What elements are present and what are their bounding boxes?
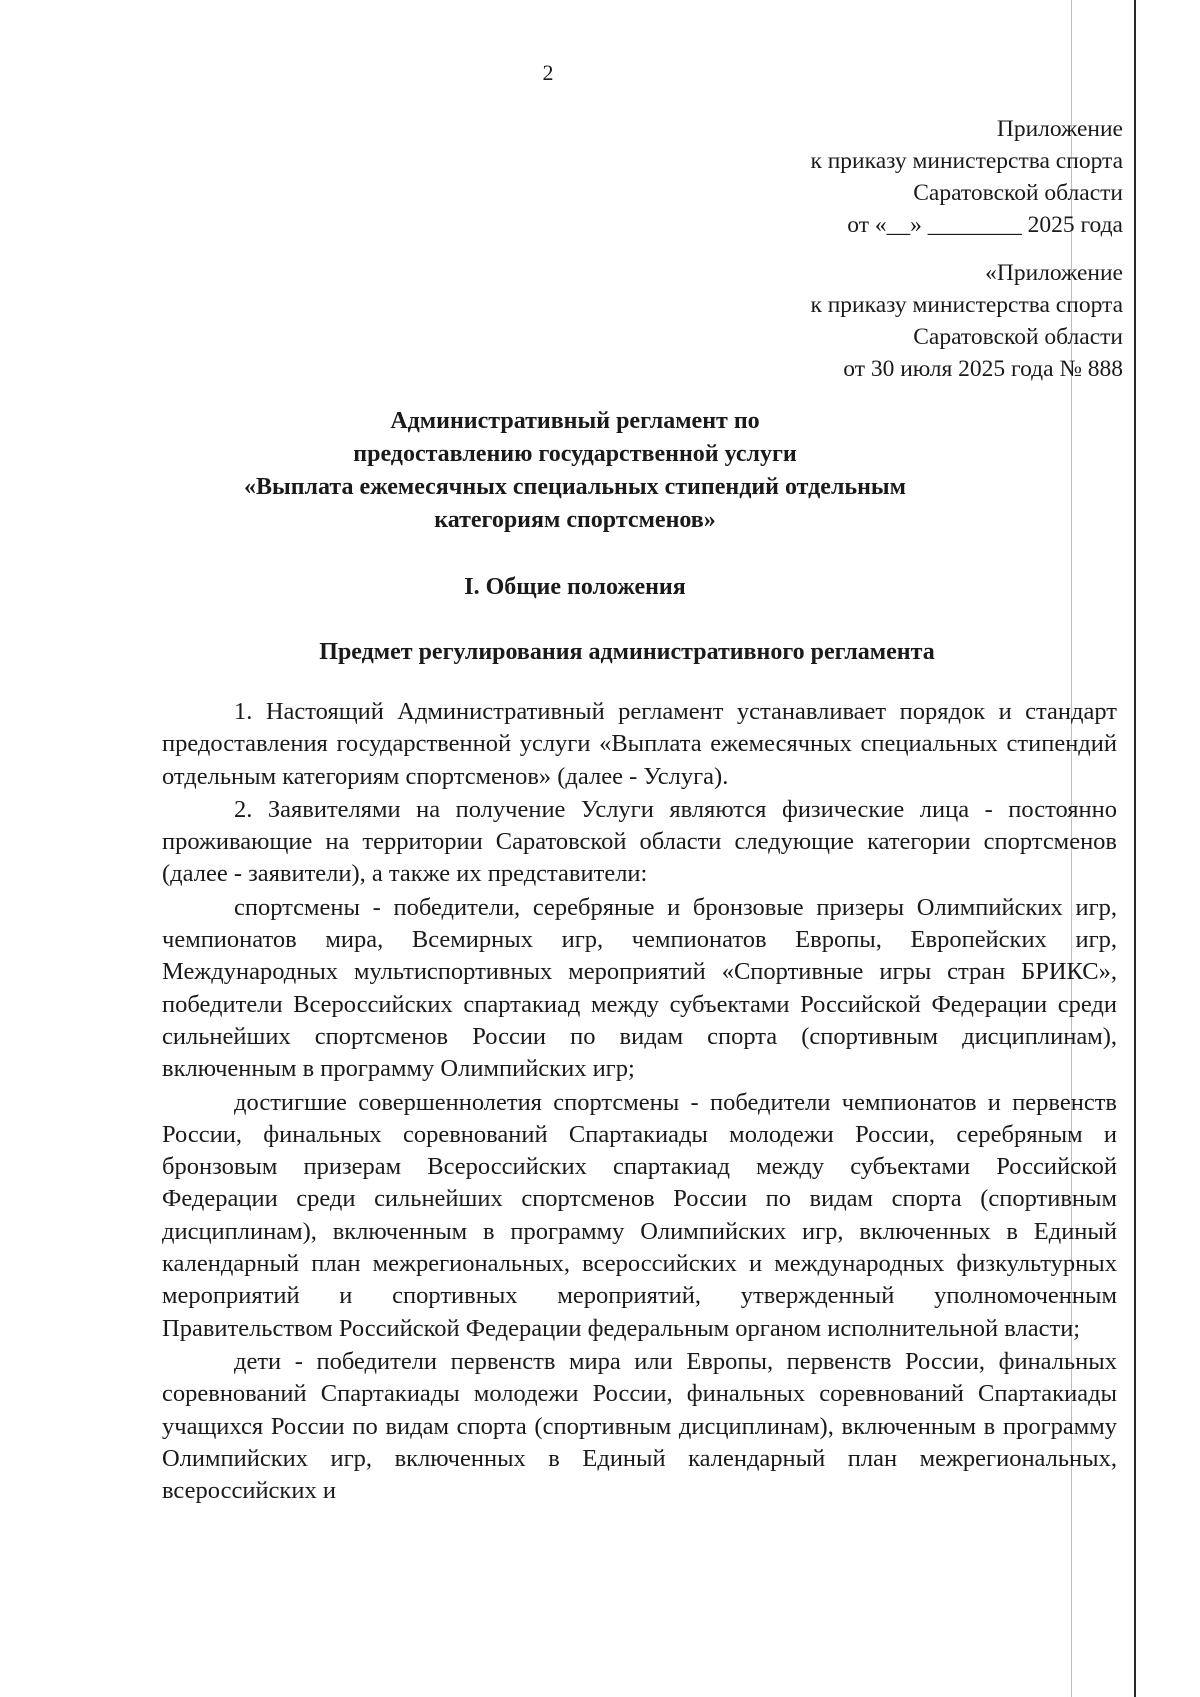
- appendix-header: [810, 113, 1123, 241]
- appendix-line: Саратовской области: [913, 180, 1123, 206]
- paragraph: 1. Настоящий Административный регламент устанавливает порядок и стандарт предоставления государственной услуги «Выплата ежемесячных специальных стипендий отдельным категориям спортсменов» (далее - Услуга).: [162, 698, 1117, 790]
- paragraph: дети - победители первенств мира или Европы, первенств России, финальных соревнований Спартакиады молодежи России, финальных соревнований Спартакиады учащихся России по видам спорта (спортивным дисциплинам), включенным в программу Олимпийских игр, включенных в Единый календарный план межрегиональных, всероссийских и: [162, 1347, 1117, 1505]
- scan-artifact-line: [1134, 0, 1136, 1697]
- appendix-header-original: [810, 257, 1123, 385]
- paragraph: спортсмены - победители, серебряные и бронзовые призеры Олимпийских игр, чемпионатов мира, Всемирных игр, чемпионатов Европы, Европейских игр, Международных мультиспортивных мероприятий «Спортивные игры стран БРИКС», победители Всероссийских спартакиад между субъектами Российской Федерации среди сильнейших спортсменов России по видам спорта (спортивным дисциплинам), включенным в программу Олимпийских игр;: [162, 893, 1117, 1083]
- page-number: 2: [542, 60, 554, 85]
- appendix-line: от 30 июля 2025 года № 888: [843, 356, 1123, 382]
- paragraph: достигшие совершеннолетия спортсмены - победители чемпионатов и первенств России, финальных соревнований Спартакиады молодежи России, серебряным и бронзовым призерам Всероссийских спартакиад между субъектами Российской Федерации среди сильнейших спортсменов России по видам спорта (спортивным дисциплинам), включенным в программу Олимпийских игр, включенных в Единый календарный план межрегиональных, всероссийских и международных физкультурных мероприятий и спортивных мероприятий, утвержденный уполномоченным Правительством Российской Федерации федеральным органом исполнительной власти;: [162, 1088, 1117, 1342]
- body-text: [162, 696, 1117, 1508]
- appendix-line: от «__» ________ 2025 года: [847, 212, 1123, 238]
- appendix-line: к приказу министерства спорта: [810, 292, 1123, 318]
- document-title: [90, 405, 1060, 537]
- appendix-line: Приложение: [996, 116, 1123, 142]
- appendix-line: Саратовской области: [913, 324, 1123, 350]
- sub-heading: Предмет регулирования административного регламента: [319, 639, 935, 665]
- title-line: предоставлению государственной услуги: [353, 441, 797, 467]
- title-line: Административный регламент по: [390, 408, 760, 434]
- title-line: категориям спортсменов»: [434, 507, 716, 533]
- appendix-line: «Приложение: [985, 260, 1123, 286]
- paragraph: 2. Заявителями на получение Услуги являются физические лица - постоянно проживающие на территории Саратовской области следующие категории спортсменов (далее - заявители), а также их представители:: [162, 795, 1117, 888]
- appendix-line: к приказу министерства спорта: [810, 148, 1123, 174]
- section-heading: I. Общие положения: [464, 574, 686, 600]
- title-line: «Выплата ежемесячных специальных стипендий отдельным: [243, 474, 907, 500]
